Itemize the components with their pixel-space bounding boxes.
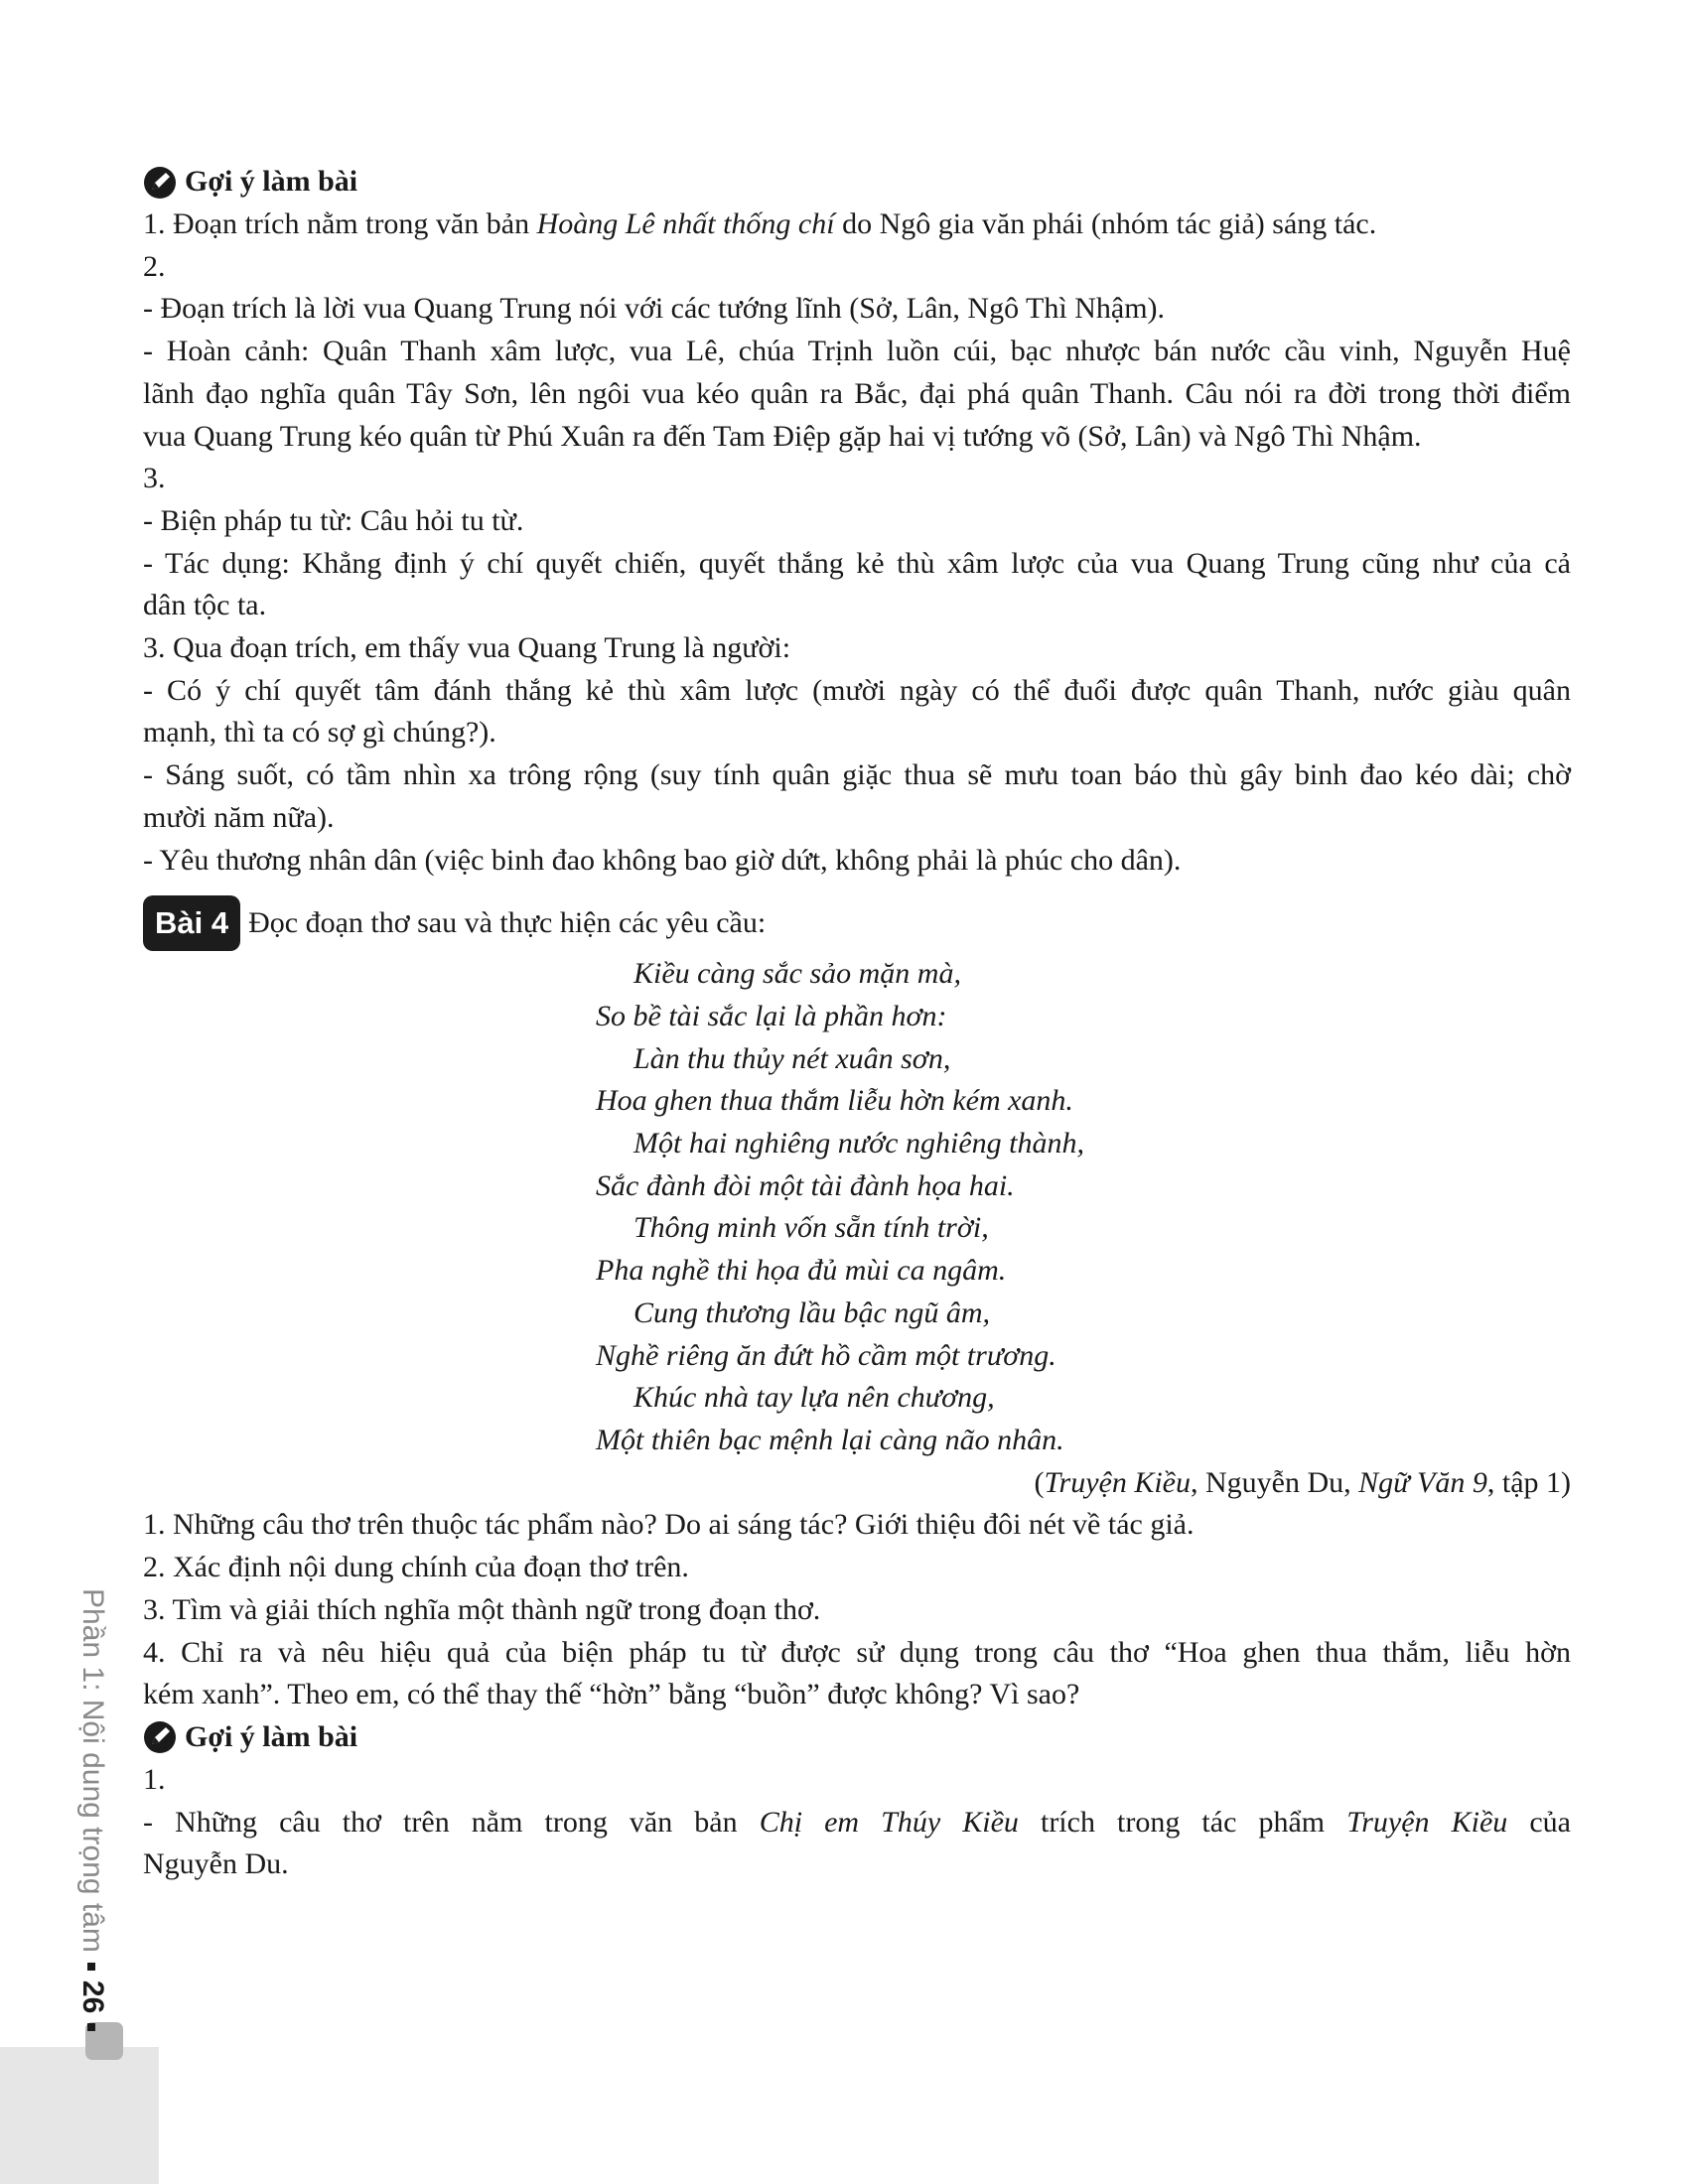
poem-line: Khúc nhà tay lựa nên chương,: [633, 1381, 995, 1415]
pencil-check-icon: [143, 1720, 177, 1754]
answer-line: - Biện pháp tu từ: Câu hỏi tu từ.: [143, 503, 524, 537]
question-line: 4. Chỉ ra và nêu hiệu quả của biện pháp tu từ được sử dụng trong câu thơ “Hoa ghen thua thắm, liễu hờn: [143, 1635, 1571, 1669]
poem-line: Pha nghề thi họa đủ mùi ca ngâm.: [596, 1254, 1007, 1288]
poem-line: Cung thương lầu bậc ngũ âm,: [633, 1296, 991, 1329]
running-footer: [75, 1588, 109, 2041]
separator-dot: [87, 1963, 95, 1971]
hint-label: Gợi ý làm bài: [185, 1720, 358, 1754]
hint-heading: [143, 1716, 1571, 1759]
question-line: 1. Những câu thơ trên thuộc tác phẩm nào? Do ai sáng tác? Giới thiệu đôi nét về tác giả.: [143, 1508, 1195, 1542]
answer-line: - Sáng suốt, có tầm nhìn xa trông rộng (suy tính quân giặc thua sẽ mưu toan báo thù gây binh đao kéo dài; chờ: [143, 758, 1571, 792]
answer-line: 3. Qua đoạn trích, em thấy vua Quang Trung là người:: [143, 631, 791, 665]
separator-dot: [87, 2023, 95, 2031]
poem-line: Nghề riêng ăn đứt hồ cầm một trương.: [596, 1338, 1056, 1372]
poem-line: Một thiên bạc mệnh lại càng não nhân.: [596, 1423, 1064, 1456]
answer-line: - Có ý chí quyết tâm đánh thắng kẻ thù xâm lược (mười ngày có thể đuổi được quân Thanh, nước giàu quân: [143, 673, 1571, 707]
page-corner-tab: [0, 2047, 159, 2184]
exercise-badge: Bài 4: [143, 895, 240, 951]
answer-line: mười năm nữa).: [143, 800, 335, 834]
hint-heading: [143, 161, 1571, 204]
poem-line: Một hai nghiêng nước nghiêng thành,: [633, 1127, 1084, 1160]
answer-line: - Tác dụng: Khẳng định ý chí quyết chiến, quyết thắng kẻ thù xâm lược của vua Quang Trung cũng như của cả: [143, 546, 1571, 580]
hint-label: Gợi ý làm bài: [185, 165, 358, 199]
answer-line: - Yêu thương nhân dân (việc binh đao không bao giờ dứt, không phải là phúc cho dân).: [143, 843, 1182, 877]
answer-line: lãnh đạo nghĩa quân Tây Sơn, lên ngôi vua kéo quân ra Bắc, đại phá quân Thanh. Câu nói ra đời trong thời điểm: [143, 376, 1571, 410]
answer-line: mạnh, thì ta có sợ gì chúng?).: [143, 716, 496, 750]
question-line: kém xanh”. Theo em, có thể thay thế “hờn” bằng “buồn” được không? Vì sao?: [143, 1678, 1080, 1711]
poem-line: Sắc đành đòi một tài đành họa hai.: [596, 1168, 1015, 1202]
exercise-prompt: Đọc đoạn thơ sau và thực hiện các yêu cầu:: [248, 905, 767, 939]
answer-line: Nguyễn Du.: [143, 1847, 289, 1881]
page-number: 26: [76, 1979, 109, 2014]
answer-line: 2.: [143, 249, 166, 283]
section-title: Phần 1: Nội dung trọng tâm: [76, 1588, 109, 1953]
answer-line: 3.: [143, 462, 166, 495]
poem-line: Làn thu thủy nét xuân sơn,: [633, 1041, 951, 1075]
poem-line: Kiều càng sắc sảo mặn mà,: [633, 957, 961, 991]
poem-line: Thông minh vốn sẵn tính trời,: [633, 1211, 989, 1245]
answer-line: - Đoạn trích là lời vua Quang Trung nói với các tướng lĩnh (Sở, Lân, Ngô Thì Nhậm).: [143, 292, 1166, 326]
answer-line: - Những câu thơ trên nằm trong văn bản Chị em Thúy Kiều trích trong tác phẩm Truyện Kiều của: [143, 1805, 1571, 1839]
answer-line: dân tộc ta.: [143, 589, 267, 622]
poem-line: Hoa ghen thua thắm liễu hờn kém xanh.: [596, 1084, 1073, 1118]
answer-line: 1.: [143, 1762, 166, 1796]
pencil-check-icon: [143, 166, 177, 200]
exercise-heading: [143, 895, 1571, 951]
poem-line: So bề tài sắc lại là phần hơn:: [596, 999, 947, 1032]
question-line: 2. Xác định nội dung chính của đoạn thơ trên.: [143, 1551, 689, 1584]
question-line: 3. Tìm và giải thích nghĩa một thành ngữ trong đoạn thơ.: [143, 1592, 821, 1626]
answer-line: 1. Đoạn trích nằm trong văn bản Hoàng Lê nhất thống chí do Ngô gia văn phái (nhóm tác giả) sáng tác.: [143, 207, 1377, 240]
poem: [143, 953, 1571, 1461]
answer-line: - Hoàn cảnh: Quân Thanh xâm lược, vua Lê, chúa Trịnh luồn cúi, bạc nhược bán nước cầu vinh, Nguyễn Huệ: [143, 335, 1571, 368]
page-content: [143, 161, 1571, 1886]
answer-line: vua Quang Trung kéo quân từ Phú Xuân ra đến Tam Điệp gặp hai vị tướng võ (Sở, Lân) và Ngô Thì Nhậm.: [143, 419, 1422, 453]
poem-source: (Truyện Kiều, Nguyễn Du, Ngữ Văn 9, tập 1): [1034, 1465, 1571, 1499]
